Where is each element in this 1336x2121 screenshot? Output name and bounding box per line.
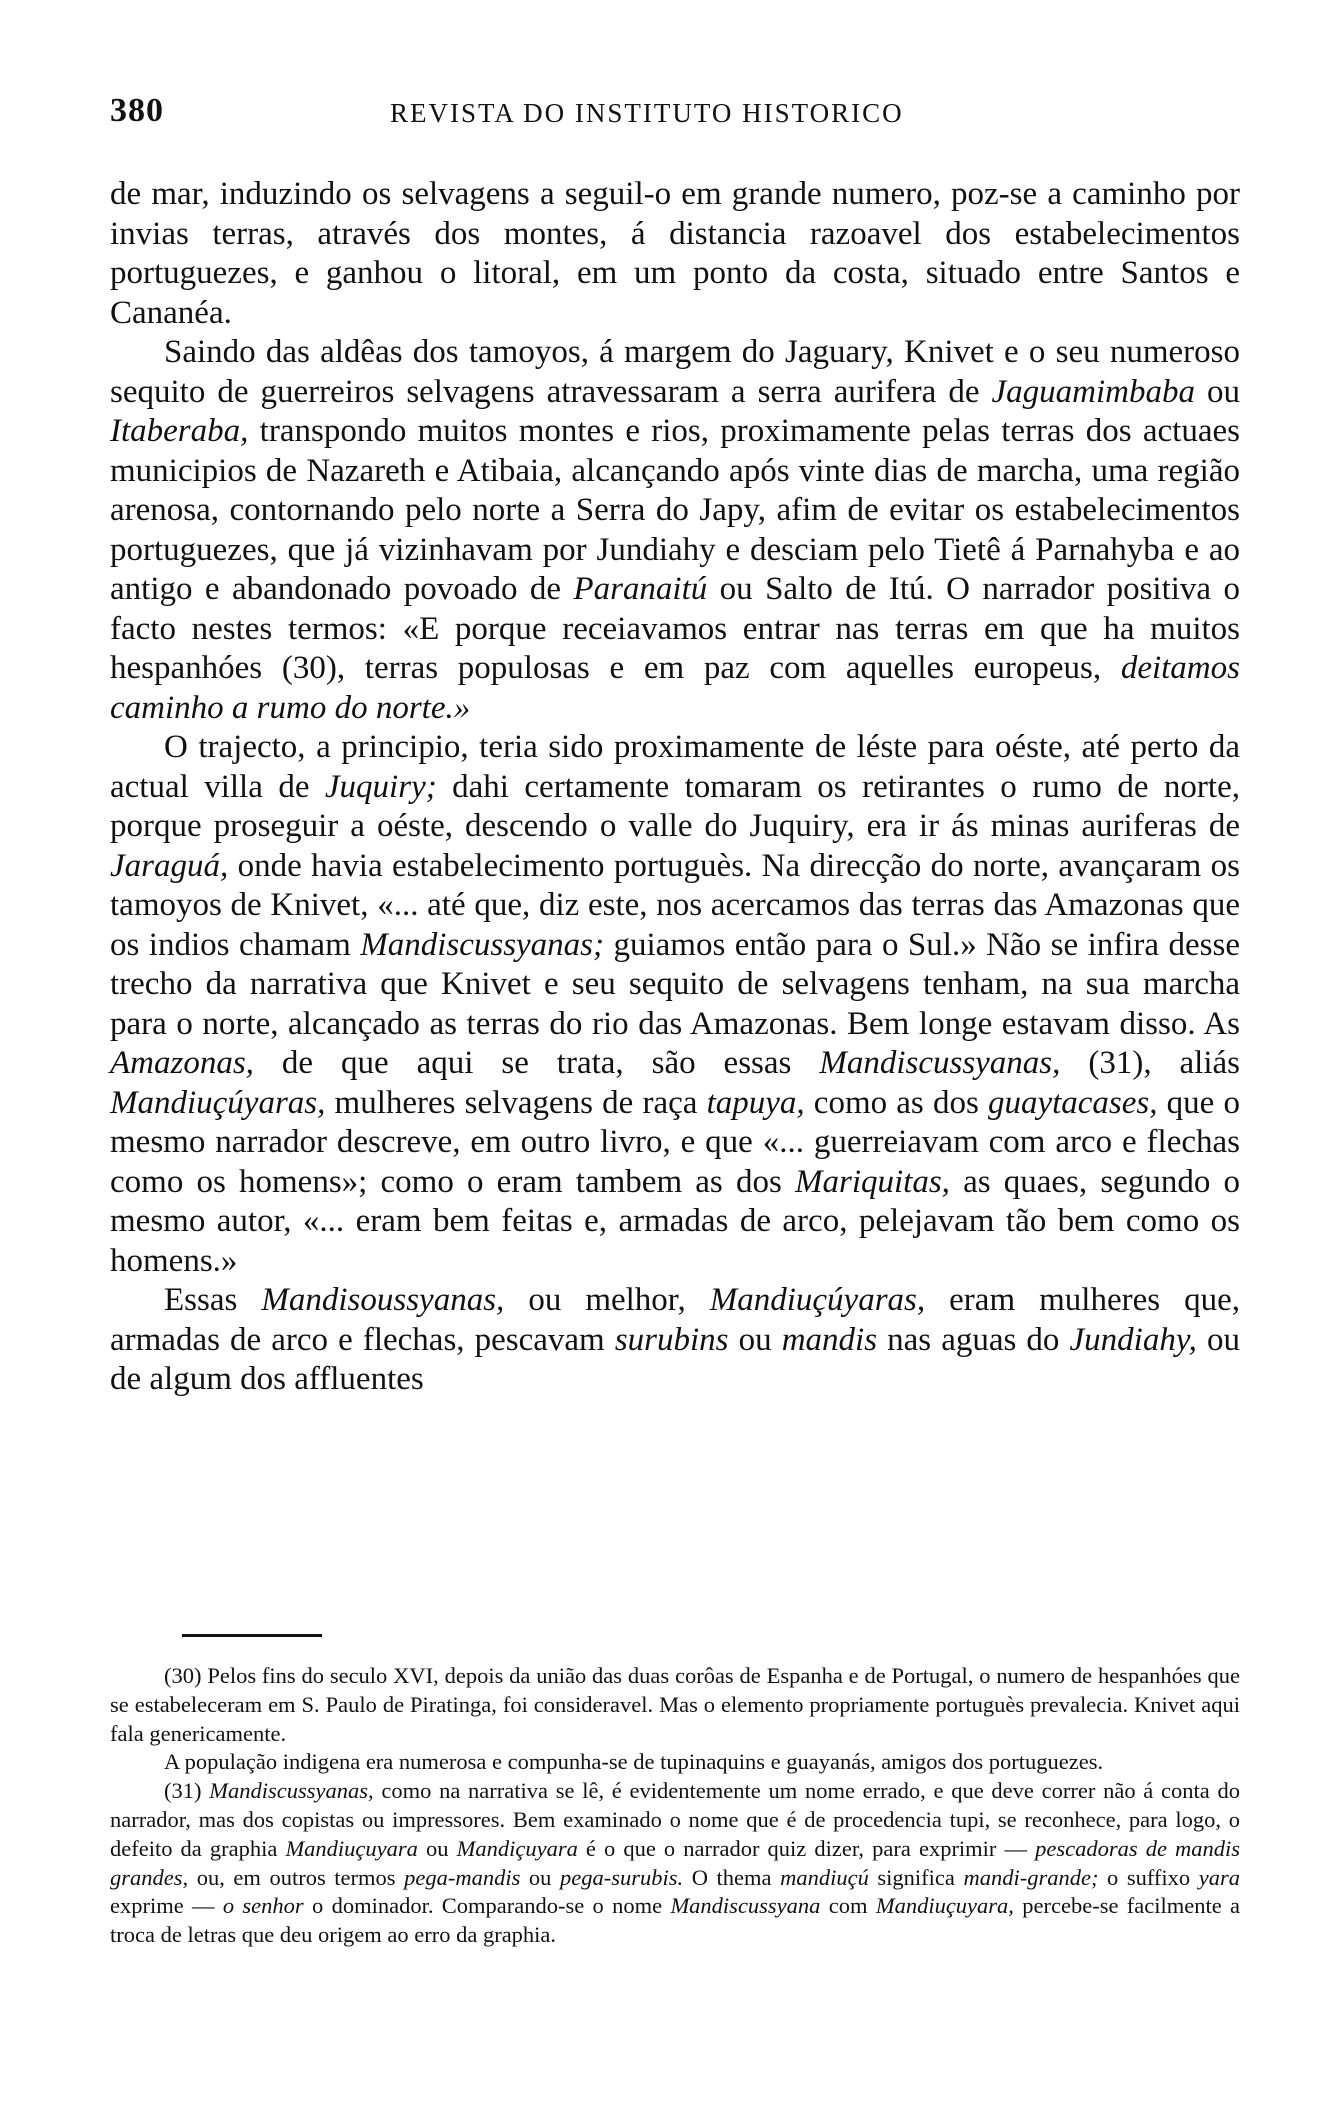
text-run: ou Salto de Itú. O narrador positiva o facto nestes termos: «E porque receiavamos entrar nas terras em que ha muitos hespanhóes (30), terras populosas e em paz com aquelles europeus,: [110, 571, 1240, 686]
text-run: o dominador. Comparando-se o nome: [303, 1893, 671, 1919]
text-run: significa: [868, 1864, 964, 1890]
paragraph-2: [110, 333, 1240, 728]
italic-term: pega-surubis.: [560, 1864, 684, 1890]
italic-term: Itaberaba,: [110, 413, 249, 449]
italic-term: Mandiscussyanas,: [819, 1045, 1061, 1081]
italic-term: Paranaitú: [573, 571, 708, 607]
italic-term: Mandiscussyana: [670, 1893, 821, 1919]
italic-term: guaytacases,: [987, 1084, 1158, 1121]
running-head: REVISTA DO INSTITUTO HISTORICO: [390, 98, 904, 128]
text-run: Essas: [164, 1282, 262, 1318]
main-text: [110, 175, 1240, 1400]
text-run: que o mesmo narrador descreve, em outro livro, e que «... guerreiavam com arco e flechas como os homens»; como o eram tambem as dos: [110, 1084, 1240, 1200]
text-run: é o que o narrador quiz dizer, para exprimir —: [577, 1835, 1036, 1861]
text-run: nas aguas do: [877, 1321, 1070, 1358]
text-run: mulheres selvagens de raça: [325, 1084, 707, 1121]
italic-term: Mandiuçúyaras,: [709, 1282, 926, 1318]
text-run: guiamos então para o Sul.» Não se infira desse trecho da narrativa que Knivet e seu sequito de selvagens tenham, na sua marcha para o norte, alcançado as terras do rio das Amazonas. Bem longe estavam disso. As: [110, 926, 1240, 1042]
paragraph-3: [110, 728, 1240, 1281]
italic-term: Mandiscussyanas,: [209, 1778, 374, 1804]
italic-term: Mandiuçúyaras,: [110, 1084, 326, 1121]
italic-term: Mandiscussyanas;: [360, 926, 605, 963]
text-run: o suffixo: [1098, 1864, 1199, 1890]
italic-quote: deitamos caminho a rumo do norte.»: [110, 650, 1240, 726]
text-run: dahi certamente tomaram os retirantes o rumo de norte, porque proseguir a oéste, descendo o valle do Juquiry, era ir ás minas auriferas de: [110, 768, 1240, 844]
text-run: percebe-se facilmente a troca de letras que deu origem ao erro da graphia.: [110, 1893, 1241, 1948]
italic-term: Mandisoussyanas,: [261, 1282, 505, 1318]
text-run: exprime —: [110, 1893, 223, 1919]
text-run: Saindo das aldêas dos tamoyos, á margem do Jaguary, Knivet e o seu numeroso sequito de guerreiros selvagens atravessaram a serra aurifera de: [110, 334, 1240, 410]
paragraph-1: de mar, induzindo os selvagens a seguil-o em grande numero, poz-se a caminho por invias terras, através dos montes, á distancia razoavel dos estabelecimentos portuguezes, e ganhou o litoral, em um ponto da costa, situado entre Santos e Cananéa.: [110, 176, 1240, 331]
italic-term: Mandiuçuyara,: [875, 1893, 1014, 1919]
text-run: ou: [417, 1835, 457, 1861]
italic-term: yara: [1198, 1864, 1240, 1890]
footnote-31: [110, 1777, 1240, 1950]
page-number: 380: [110, 92, 164, 129]
footnote-30-continued: A população indigena era numerosa e compunha-se de tupinaquins e guayanás, amigos dos portuguezes.: [164, 1749, 1104, 1775]
italic-term: tapuya,: [706, 1084, 805, 1121]
text-run: com: [820, 1893, 876, 1919]
italic-term: Jaguamimbaba: [991, 373, 1195, 410]
page-header: [110, 92, 1240, 136]
italic-term: Jundiahy,: [1069, 1321, 1197, 1358]
italic-term: mandis: [781, 1321, 878, 1358]
italic-term: mandi-grande;: [963, 1864, 1099, 1890]
text-run: de que aqui se trata, são essas: [253, 1045, 820, 1081]
paragraph-4: [110, 1281, 1240, 1400]
text-run: ou: [728, 1321, 782, 1358]
text-run: O trajecto, a principio, teria sido proximamente de léste para oéste, até perto da actual villa de: [110, 729, 1240, 805]
footnotes: [110, 1662, 1240, 1950]
text-run: ou de algum dos affluentes: [110, 1321, 1240, 1397]
italic-term: surubins: [614, 1321, 729, 1358]
text-run: ou melhor,: [504, 1282, 710, 1318]
text-run: (31): [164, 1778, 210, 1804]
italic-term: Jaraguá,: [110, 847, 229, 884]
text-run: ou: [1194, 373, 1241, 410]
italic-term: mandiuçú: [780, 1864, 869, 1890]
text-run: O thema: [683, 1864, 781, 1890]
italic-term: Amazonas,: [110, 1045, 254, 1081]
text-run: eram mulheres que, armadas de arco e flechas, pescavam: [110, 1282, 1240, 1358]
italic-term: Juquiry;: [324, 768, 437, 805]
text-run: como na narrativa se lê, é evidentemente um nome errado, e que deve correr não á conta do narrador, mas dos copistas ou impressores. Bem examinado o nome que é de procedencia tupi, se reconhece, para logo, o defeito da graphia: [110, 1778, 1240, 1861]
italic-term: Mandiuçuyara: [285, 1835, 418, 1861]
text-run: as quaes, segundo o mesmo autor, «... eram bem feitas e, armadas de arco, pelejavam tão bem como os homens.»: [110, 1163, 1240, 1279]
italic-term: Mandiçuyara: [456, 1835, 578, 1861]
text-run: ou, em outros termos: [188, 1864, 405, 1890]
footnote-divider: [182, 1634, 322, 1637]
italic-term: pescadoras de mandis grandes,: [110, 1835, 1241, 1890]
footnote-30: (30) Pelos fins do seculo XVI, depois da união das duas corôas de Espanha e de Portugal, o numero de hespanhóes que se estabeleceram em S. Paulo de Piratinga, foi consideravel. Mas o elemento propriamente portuguès prevalecia. Knivet aqui fala genericamente.: [110, 1663, 1240, 1746]
text-run: ou: [520, 1864, 560, 1890]
text-run: como as dos: [804, 1084, 988, 1121]
italic-term: o senhor: [222, 1893, 304, 1919]
italic-term: Mariquitas,: [794, 1163, 950, 1200]
italic-term: pega-mandis: [404, 1864, 521, 1890]
text-run: transpondo muitos montes e rios, proximamente pelas terras dos actuaes municipios de Nazareth e Atibaia, alcançando após vinte dias de marcha, uma região arenosa, contornando pelo norte a Serra do Japy, afim de evitar os estabelecimentos portuguezes, que já vizinhavam por Jundiahy e desciam pelo Tietê á Parnahyba e ao antigo e abandonado povoado de: [110, 413, 1240, 607]
text-run: (31), aliás: [1060, 1045, 1241, 1081]
text-run: onde havia estabelecimento portuguès. Na direcção do norte, avançaram os tamoyos de Knivet, «... até que, diz este, nos acercamos das terras das Amazonas que os indios chamam: [110, 847, 1240, 963]
